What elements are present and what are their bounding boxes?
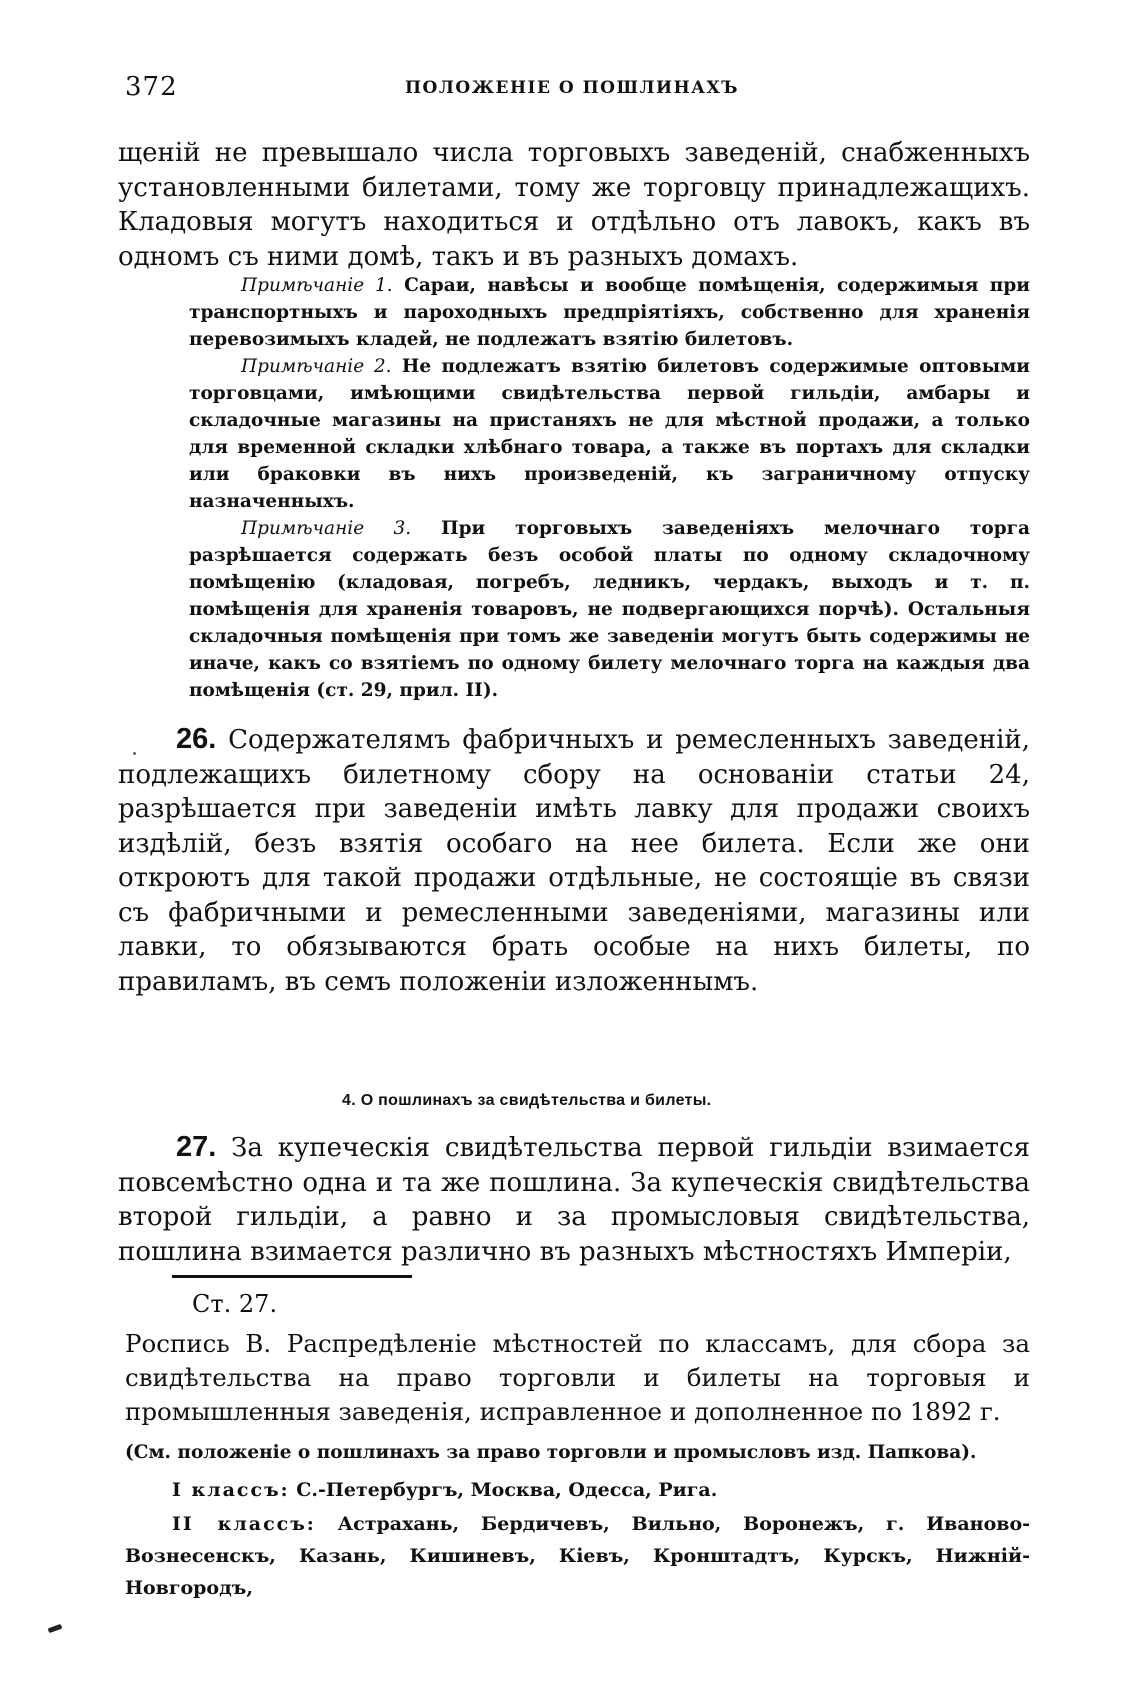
note-3 [189,515,1030,704]
class-1-line [172,1474,1030,1506]
note-3-label: Примѣчаніе 3. [241,518,412,539]
page-number: 372 [125,72,178,102]
page-header [125,72,1030,112]
note-2-text: Не подлежатъ взятію билетовъ содержимые оптовыми торговцами, имѣющими свидѣтельства первой гильдіи, амбары и складочные магазины на пристаняхъ не для мѣстной продажи, а только для временной складки хлѣбнаго товара, а также въ портахъ для складки или браковки въ нихъ произведеній, къ заграничному отпуску назначенныхъ. [189,356,1030,512]
article-26-number: 26. [176,723,217,755]
class-2-line [125,1508,1030,1604]
note-1-text: Сараи, навѣсы и вообще помѣщенія, содержимыя при транспортныхъ и пароходныхъ предпріятіяхъ, собственно для храненія перевозимыхъ кладей, не подлежатъ взятію билетовъ. [189,275,1030,350]
footnote-reference: Ст. 27. [192,1290,278,1318]
note-3-text: При торговыхъ заведеніяхъ мелочнаго торга разрѣшается содержать безъ особой платы по одному складочному помѣщенію (кладовая, погребъ, ледникъ, чердакъ, выходъ и т. п. помѣщенія для храненія товаровъ, не подвергающихся порчѣ). Остальныя складочныя помѣщенія при томъ же заведеніи могутъ быть содержимы не иначе, какъ со взятіемъ по одному билету мелочнаго торга на каждыя два помѣщенія (ст. 29, прил. II). [189,518,1030,701]
class-2-label: II классъ: [172,1513,316,1535]
intro-paragraph: щеній не превышало числа торговыхъ заведеній, снабженныхъ установленными билетами, тому же торговцу принадлежащихъ. Кладовыя могутъ находиться и отдѣльно отъ лавокъ, какъ въ одномъ съ ними домѣ, такъ и въ разныхъ домахъ. [118,138,1030,272]
ink-speck [133,752,136,755]
class-1-text: С.-Петербургъ, Москва, Одесса, Рига. [289,1479,718,1501]
ink-mark [48,1624,63,1633]
class-1-label: I классъ: [172,1479,290,1501]
class-2-text: Астрахань, Бердичевъ, Вильно, Воронежъ, г. Иваново-Вознесенскъ, Казань, Кишиневъ, Кіевъ, Кронштадтъ, Курскъ, Нижній-Новгородъ, [125,1513,1031,1599]
article-27-text: За купеческія свидѣтельства первой гильдіи взимается повсемѣстно одна и та же пошлина. За купеческія свидѣтельства второй гильдіи, а равно и за промысловыя свидѣтельства, пошлина взимается различно въ разныхъ мѣстностяхъ Имперіи, [118,1133,1030,1267]
note-1 [189,272,1030,353]
article-26 [118,722,1030,999]
article-26-text: Содержателямъ фабричныхъ и ремесленныхъ заведеній, подлежащихъ билетному сбору на основаніи статьи 24, разрѣшается при заведеніи имѣть лавку для продажи своихъ издѣлій, безъ взятія особаго на нее билета. Если же они откроютъ для такой продажи отдѣльные, не состоящіе въ связи съ фабричными и ремесленными заведеніями, магазины или лавки, то обязываются брать особые на нихъ билеты, по правиламъ, въ семъ положеніи изложеннымъ. [118,725,1030,997]
section-heading: 4. О пошлинахъ за свидѣтельства и билеты. [342,1092,712,1109]
note-2 [189,353,1030,515]
article-27 [118,1130,1030,1269]
running-title: ПОЛОЖЕНІЕ О ПОШЛИНАХЪ [405,78,739,98]
note-1-label: Примѣчаніе 1. [241,275,393,296]
footnote-divider [172,1275,412,1278]
article-27-number: 27. [176,1131,217,1163]
footnote-body: Роспись В. Распредѣленіе мѣстностей по классамъ, для сбора за свидѣтельства на право торговли и билеты на торговыя и промышленныя заведенія, исправленное и дополненное по 1892 г. [125,1329,1030,1426]
footnote-source: (См. положеніе о пошлинахъ за право торговли и промысловъ изд. Папкова). [125,1442,977,1463]
note-2-label: Примѣчаніе 2. [241,356,392,377]
